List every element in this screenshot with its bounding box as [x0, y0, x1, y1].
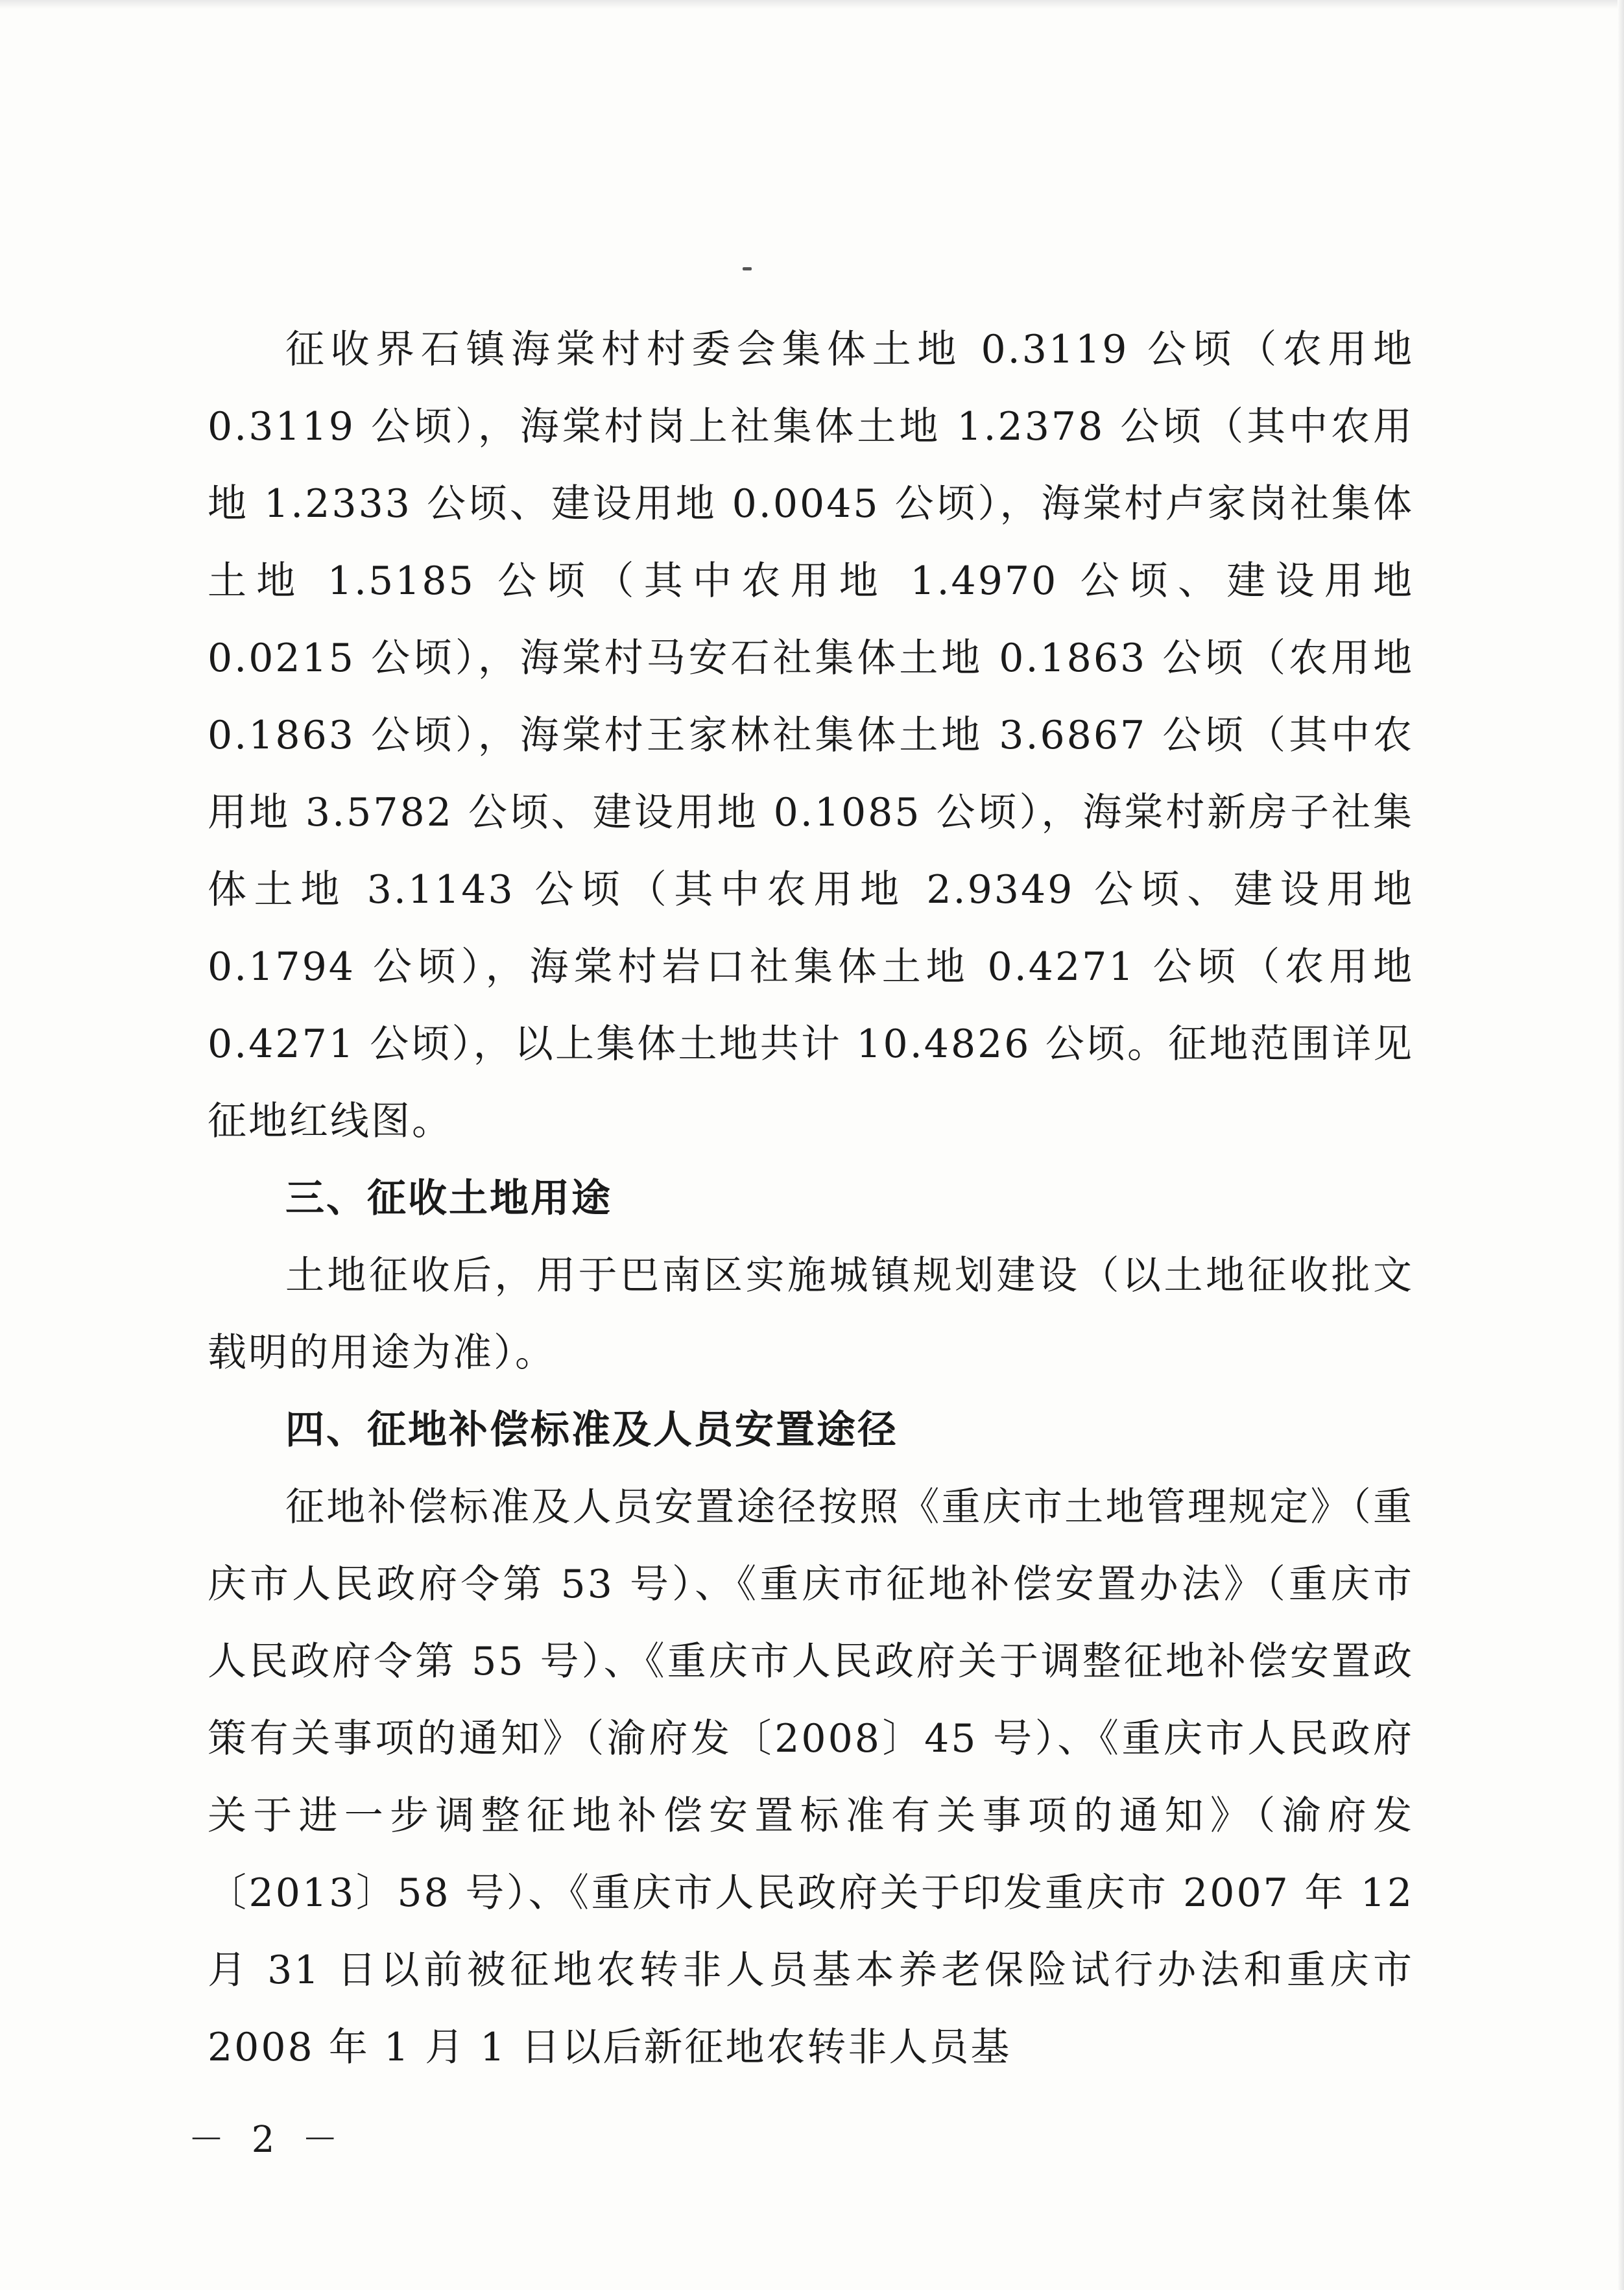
- stray-mark: [743, 267, 752, 270]
- page-number: － 2 －: [188, 2119, 346, 2161]
- paragraph-land-use: 土地征收后，用于巴南区实施城镇规划建设（以土地征收批文载明的用途为准）。: [208, 1253, 1414, 1376]
- heading-land-use: 三、征收土地用途: [285, 1176, 612, 1221]
- heading-compensation: 四、征地补偿标准及人员安置途径: [285, 1407, 898, 1453]
- paragraph-compensation: 征地补偿标准及人员安置途径按照《重庆市土地管理规定》（重庆市人民政府令第 53 号）、《重庆市征地补偿安置办法》（重庆市人民政府令第 55 号）、《重庆市人民政府关于调整征地补偿安置政策有关事项的通知》（渝府发〔2008〕45 号）、《重庆市人民政府关于进一步调整征地补偿安置标准有关事项的通知》（渝府发〔2013〕58 号）、《重庆市人民政府关于印发重庆市 2007 年 12 月 31 日以前被征地农转非人员基本养老保险试行办法和重庆市 2008 年 1 月 1 日以后新征地农转非人员基: [208, 1485, 1414, 2070]
- document-body: [208, 311, 1414, 2086]
- scan-top-edge: [0, 0, 1624, 9]
- scan-right-edge: [1618, 0, 1624, 2290]
- paragraph-land-parcels: 征收界石镇海棠村村委会集体土地 0.3119 公顷（农用地 0.3119 公顷），海棠村岗上社集体土地 1.2378 公顷（其中农用地 1.2333 公顷、建设用地 0.0045 公顷），海棠村卢家岗社集体土地 1.5185 公顷（其中农用地 1.4970 公顷、建设用地 0.0215 公顷），海棠村马安石社集体土地 0.1863 公顷（农用地 0.1863 公顷），海棠村王家林社集体土地 3.6867 公顷（其中农用地 3.5782 公顷、建设用地 0.1085 公顷），海棠村新房子社集体土地 3.1143 公顷（其中农用地 2.9349 公顷、建设用地 0.1794 公顷），海棠村岩口社集体土地 0.4271 公顷（农用地 0.4271 公顷），以上集体土地共计 10.4826 公顷。征地范围详见征地红线图。: [208, 327, 1414, 1144]
